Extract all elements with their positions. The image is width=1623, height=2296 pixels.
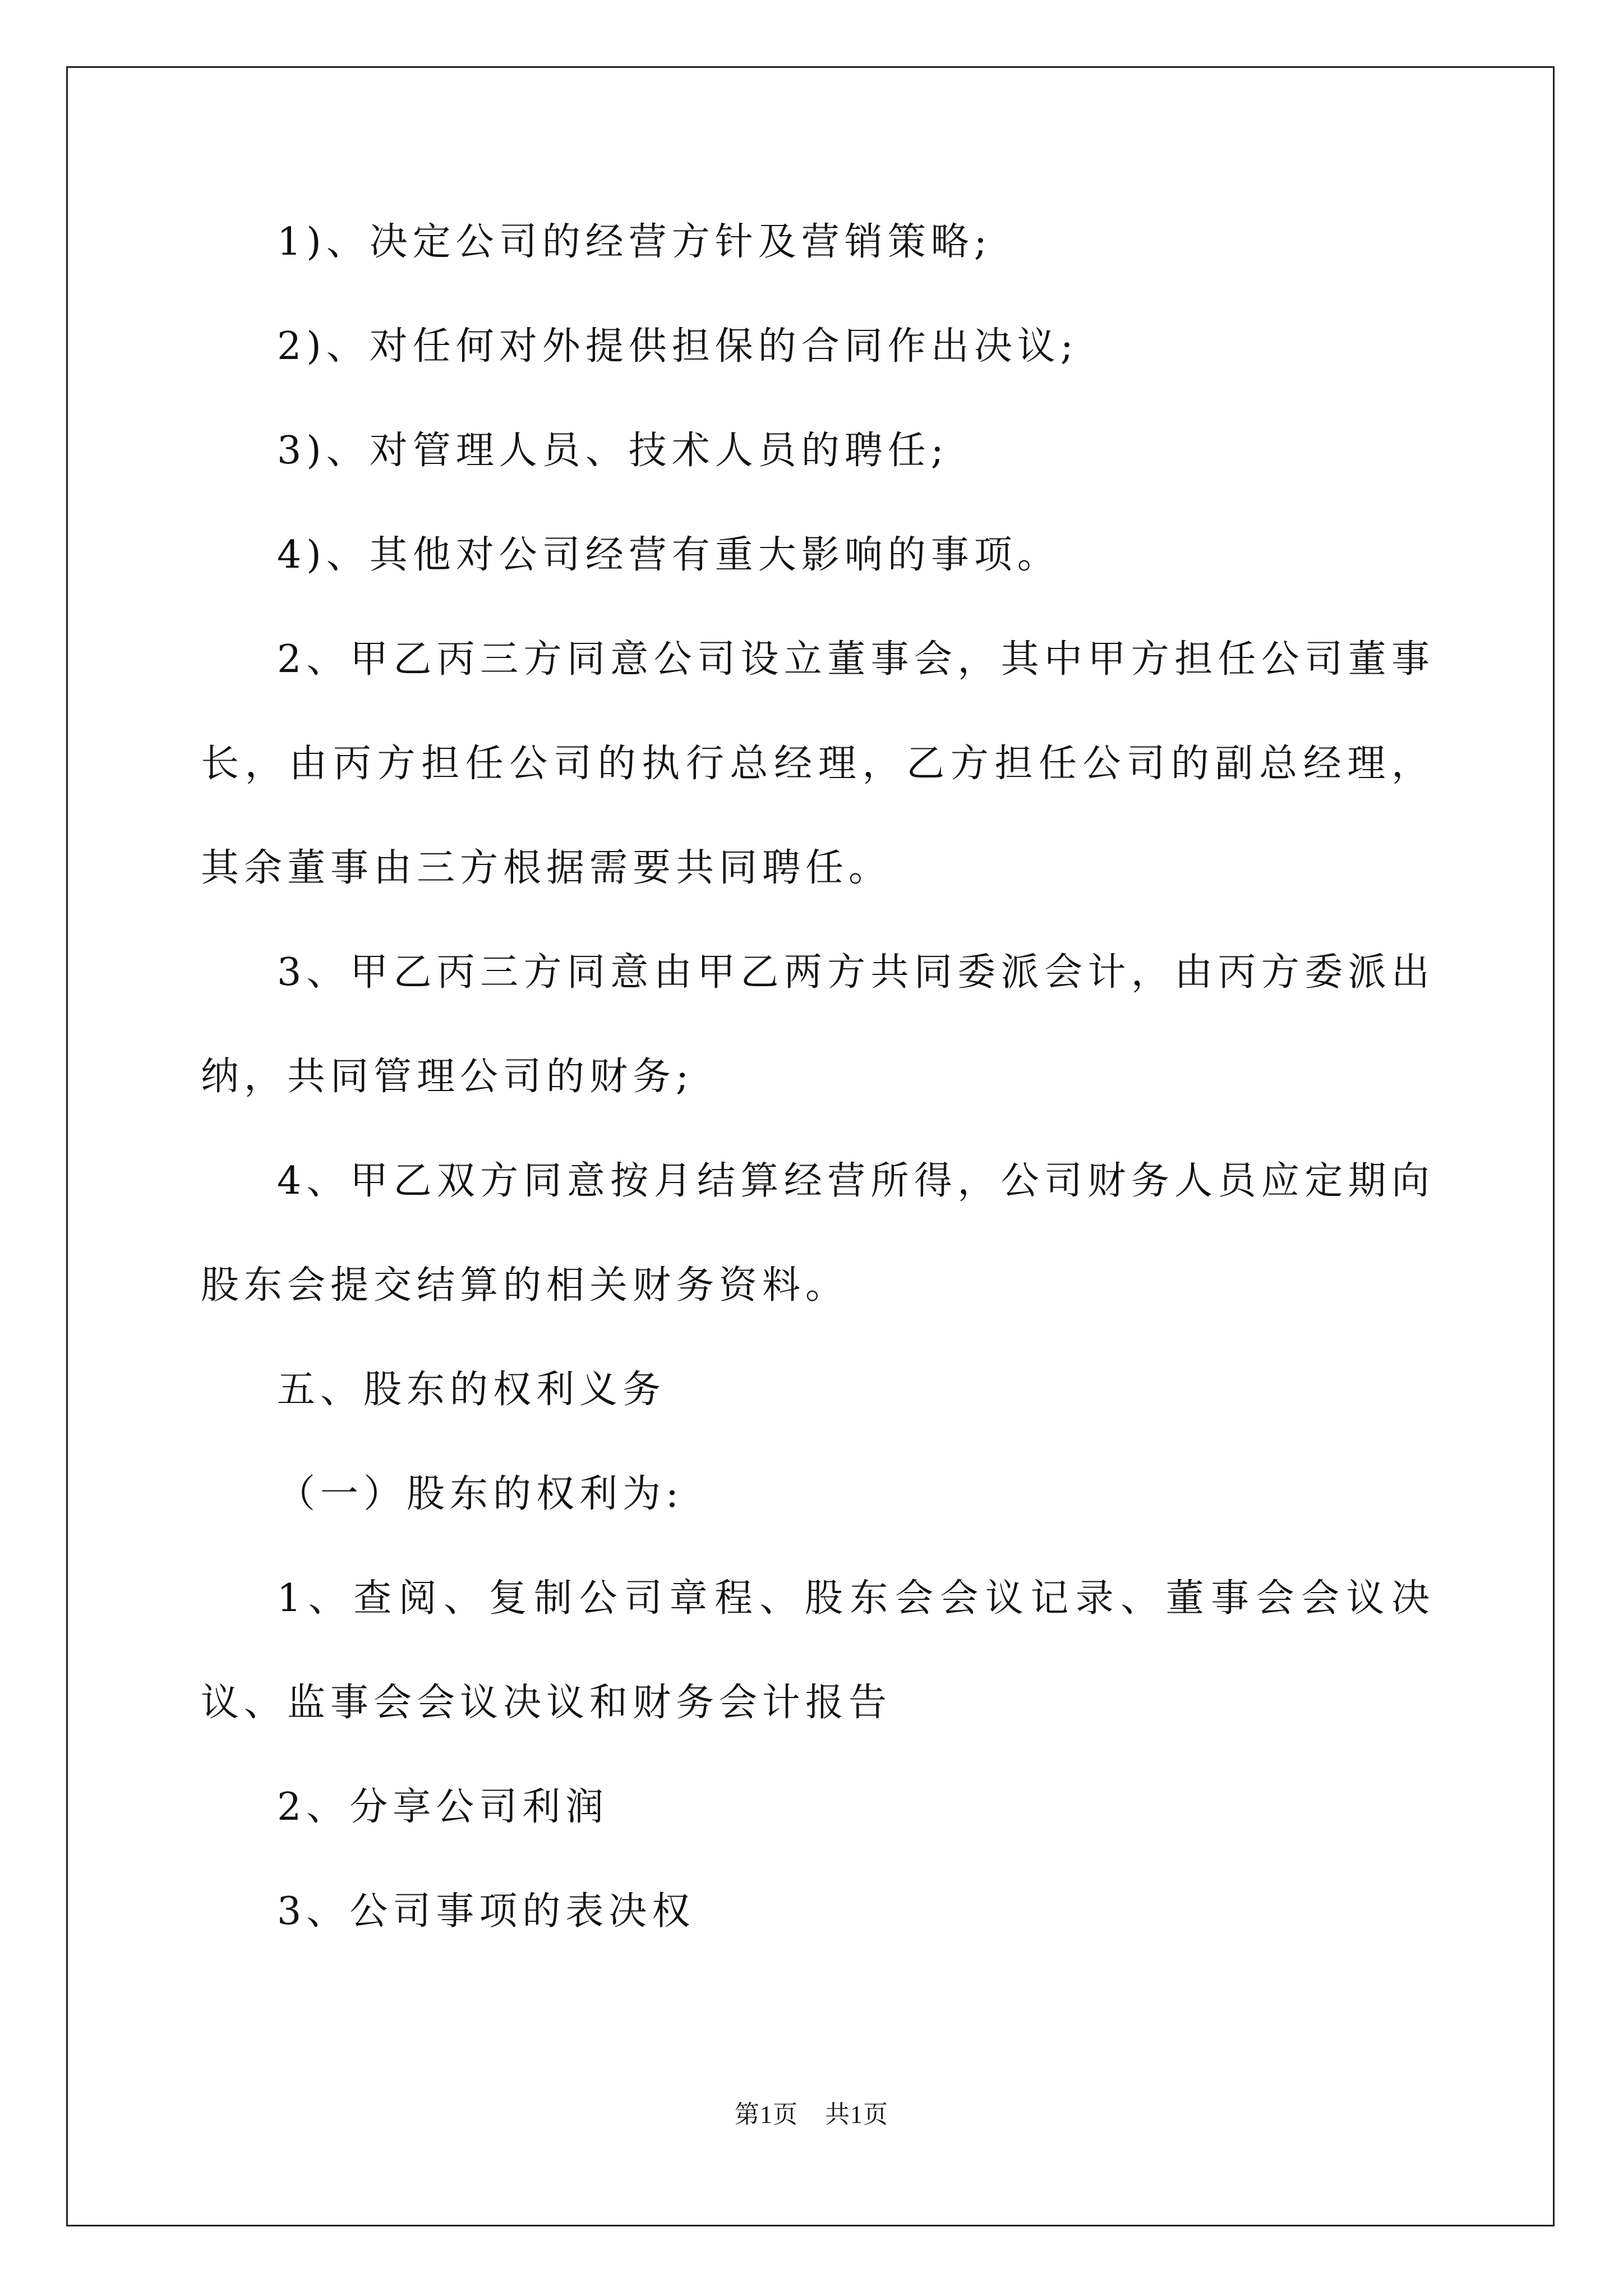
section-heading-shareholder-rights: 五、股东的权利义务 <box>277 1368 666 1412</box>
paragraph-item-1-2: 2)、对任何对外提供担保的合同作出决议; <box>277 324 1078 369</box>
page-footer <box>0 2094 1623 2130</box>
page-number: 第1页 <box>735 2101 798 2128</box>
paragraph-item-1-4: 4)、其他对公司经营有重大影响的事项。 <box>277 533 1061 577</box>
paragraph-item-1-3: 3)、对管理人员、技术人员的聘任; <box>277 429 949 473</box>
paragraph-clause-2: 2、甲乙丙三方同意公司设立董事会，其中甲方担任公司董事长，由丙方担任公司的执行总经理，乙方担任公司的副总经理，其余董事由三方根据需要共同聘任。 <box>201 637 1435 890</box>
paragraph-right-3: 3、公司事项的表决权 <box>277 1889 695 1934</box>
paragraph-clause-4: 4、甲乙双方同意按月结算经营所得，公司财务人员应定期向股东会提交结算的相关财务资料。 <box>201 1159 1435 1308</box>
paragraph-right-1: 1、查阅、复制公司章程、股东会会议记录、董事会会议决议、监事会会议决议和财务会计报告 <box>201 1576 1435 1725</box>
page-total: 共1页 <box>825 2101 888 2128</box>
document-body <box>201 216 1435 1990</box>
paragraph-item-1-1: 1)、决定公司的经营方针及营销策略; <box>277 220 992 264</box>
paragraph-clause-3: 3、甲乙丙三方同意由甲乙两方共同委派会计，由丙方委派出纳，共同管理公司的财务; <box>201 950 1435 1099</box>
subsection-heading-rights: （一）股东的权利为: <box>277 1472 684 1516</box>
paragraph-right-2: 2、分享公司利润 <box>277 1785 609 1829</box>
